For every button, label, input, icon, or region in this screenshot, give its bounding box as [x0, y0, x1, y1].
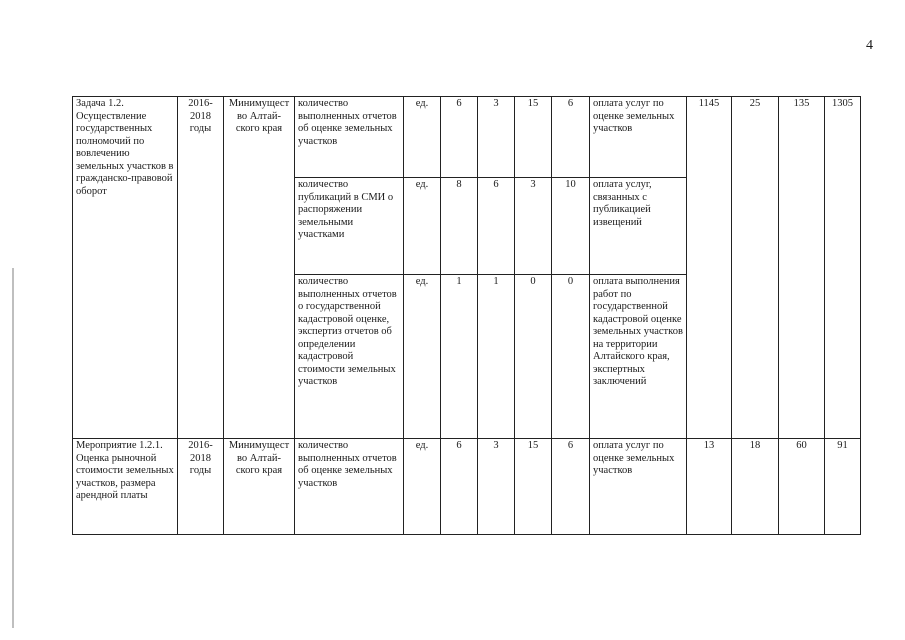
value: 3: [530, 179, 536, 190]
value-cell: [515, 439, 552, 535]
value: 6: [567, 440, 574, 451]
indicator: количество выполненных отчетов об оценке земельных участков: [298, 440, 397, 489]
value-cell: [478, 275, 515, 439]
task-name-cell: [73, 439, 178, 535]
value-cell: [515, 178, 552, 275]
value-cell: [515, 275, 552, 439]
funding-value: 1305: [832, 98, 853, 109]
funding-cell: [779, 97, 825, 439]
scan-edge-line: [12, 268, 14, 628]
funding-value: 135: [793, 98, 810, 109]
indicator-cell: [295, 439, 404, 535]
value-cell: [441, 97, 478, 178]
unit: ед.: [415, 98, 429, 109]
executor-cell: [224, 439, 295, 535]
value: 8: [456, 179, 462, 190]
period: 2016- 2018 годы: [188, 440, 213, 476]
indicator: количество выполненных отчетов об оценке земельных участков: [298, 98, 397, 147]
unit: ед.: [415, 179, 429, 190]
unit-cell: [404, 439, 441, 535]
unit-cell: [404, 97, 441, 178]
funding-value: 60: [796, 440, 807, 451]
value: 0: [530, 276, 536, 287]
value: 6: [567, 98, 574, 109]
period-cell: [178, 439, 224, 535]
funding-cell: [687, 439, 732, 535]
funding-cell: [779, 439, 825, 535]
funding-cell: [825, 97, 861, 439]
value: 3: [493, 440, 499, 451]
expense-cell: [590, 439, 687, 535]
executor-cell: [224, 97, 295, 439]
expense: оплата услуг, связанных с публикацией извещений: [593, 179, 652, 228]
value: 15: [527, 98, 539, 109]
value: 0: [567, 276, 574, 287]
funding-cell: [732, 97, 779, 439]
value-cell: [515, 97, 552, 178]
unit: ед.: [415, 440, 429, 451]
table-row: [73, 439, 861, 535]
value: 6: [493, 179, 499, 190]
expense: оплата выполнения работ по государственной кадастровой оценке земельных участков на территории Алтайского края, экспертных заключений: [593, 276, 683, 387]
value-cell: [552, 439, 590, 535]
indicator-cell: [295, 97, 404, 178]
indicator-cell: [295, 178, 404, 275]
value: 6: [456, 440, 462, 451]
executor: Минимущест во Алтай- ского края: [228, 440, 290, 476]
task-name-cell: [73, 97, 178, 439]
value: 10: [565, 179, 576, 190]
funding-cell: [732, 439, 779, 535]
value-cell: [478, 97, 515, 178]
funding-value: 25: [749, 98, 761, 109]
unit-cell: [404, 275, 441, 439]
indicator: количество публикаций в СМИ о распоряжении земельными участками: [298, 179, 394, 240]
funding-cell: [825, 439, 861, 535]
unit-cell: [404, 178, 441, 275]
task-name: Мероприятие 1.2.1. Оценка рыночной стоимости земельных участков, размера арендной платы: [76, 440, 174, 501]
value-cell: [441, 275, 478, 439]
expense-cell: [590, 97, 687, 178]
expense: оплата услуг по оценке земельных участков: [593, 440, 675, 476]
unit: ед.: [415, 276, 429, 287]
value-cell: [478, 439, 515, 535]
page-number: 4: [866, 38, 873, 53]
expense: оплата услуг по оценке земельных участков: [593, 98, 675, 134]
executor: Минимущест во Алтай- ского края: [228, 98, 290, 134]
value: 15: [527, 440, 539, 451]
value: 3: [493, 98, 499, 109]
value-cell: [441, 178, 478, 275]
funding-value: 91: [837, 440, 848, 451]
period-cell: [178, 97, 224, 439]
value-cell: [478, 178, 515, 275]
indicator: количество выполненных отчетов о государственной кадастровой оценке, экспертиз отчетов об определении кадастровой стоимости земельных участков: [298, 276, 397, 387]
value: 6: [456, 98, 462, 109]
task-name: Задача 1.2. Осуществление государственных полномочий по вовлечению земельных участков в гражданско-правовой оборот: [76, 98, 174, 197]
expense-cell: [590, 178, 687, 275]
funding-value: 18: [749, 440, 761, 451]
value: 1: [456, 276, 462, 287]
funding-value: 1145: [698, 98, 720, 109]
funding-value: 13: [703, 440, 715, 451]
funding-cell: [687, 97, 732, 439]
value: 1: [493, 276, 499, 287]
value-cell: [441, 439, 478, 535]
period: 2016- 2018 годы: [188, 98, 213, 134]
value-cell: [552, 97, 590, 178]
table-row: [73, 97, 861, 178]
program-table: [72, 96, 861, 535]
expense-cell: [590, 275, 687, 439]
value-cell: [552, 178, 590, 275]
indicator-cell: [295, 275, 404, 439]
value-cell: [552, 275, 590, 439]
